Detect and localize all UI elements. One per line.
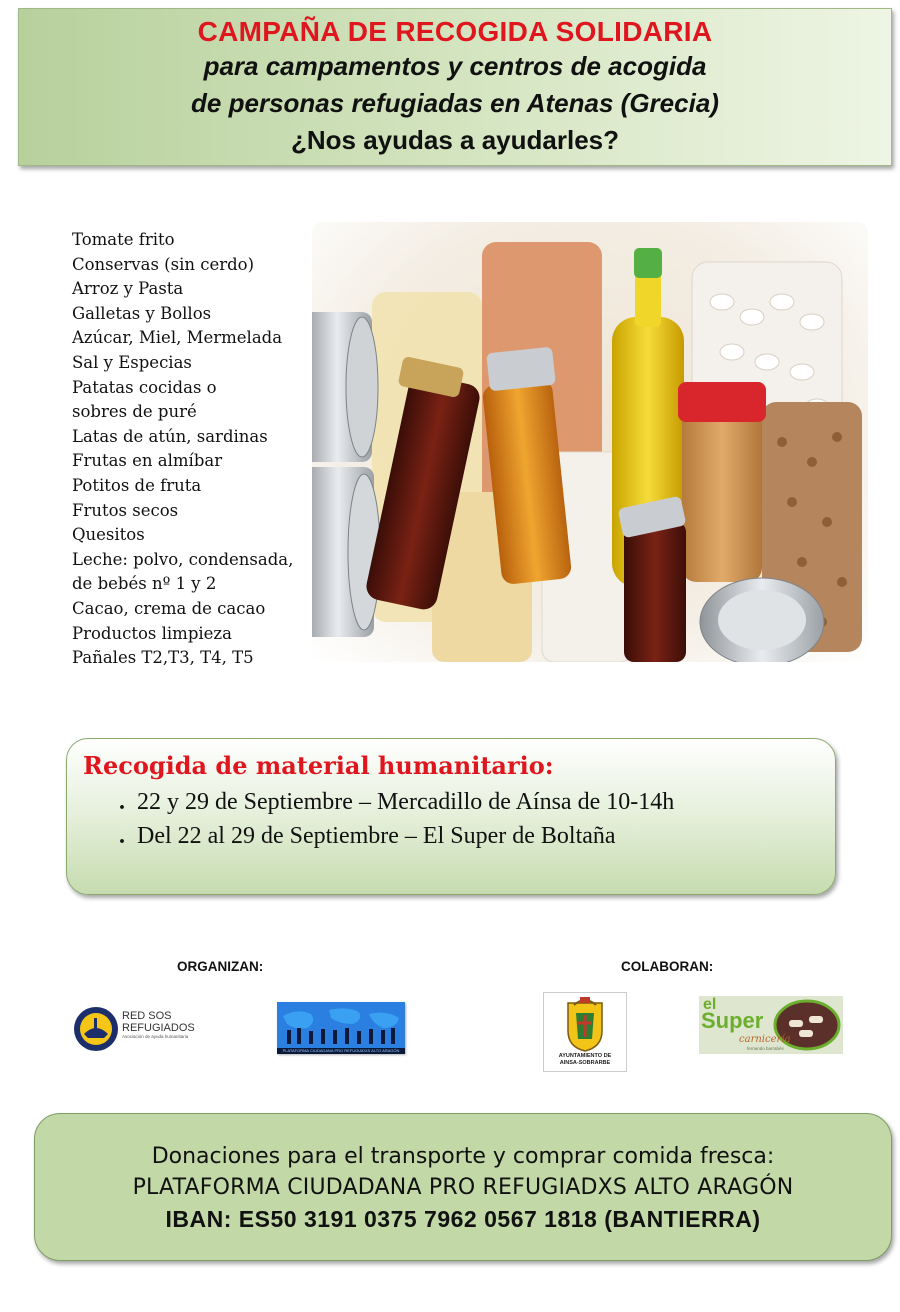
plataforma-caption: PLATAFORMA CIUDADANA PRO REFUGIADXS ALTO ARAGÓN xyxy=(277,1048,405,1054)
list-item: Frutos secos xyxy=(72,500,179,520)
list-item: Patatas cocidas o xyxy=(72,377,217,397)
list-item: Arroz y Pasta xyxy=(72,279,184,299)
list-item: Cacao, crema de cacao xyxy=(72,598,266,618)
campaign-subtitle-line2: de personas refugiadas en Atenas (Grecia) xyxy=(191,88,719,118)
ayuntamiento-name-line1: AYUNTAMIENTO DE xyxy=(558,1053,612,1059)
campaign-header xyxy=(18,8,892,166)
list-item: Conservas (sin cerdo) xyxy=(72,254,255,274)
organizers-label: ORGANIZAN: xyxy=(177,959,264,974)
red-sos-tagline: Asociación de ayuda humanitaria xyxy=(122,1034,189,1039)
campaign-title: CAMPAÑA DE RECOGIDA SOLIDARIA xyxy=(197,16,713,47)
el-super-el: el xyxy=(703,996,717,1013)
list-item: Latas de atún, sardinas xyxy=(72,426,268,446)
el-super-carniceria: carnicería xyxy=(739,1034,791,1045)
plataforma-logo xyxy=(277,1002,405,1054)
collection-line-2 xyxy=(119,823,616,850)
collection-title: Recogida de material humanitario: xyxy=(83,751,554,780)
list-item: Pañales T2,T3, T4, T5 xyxy=(72,648,254,668)
bullet-icon: . xyxy=(119,823,125,849)
collection-line-1-text: 22 y 29 de Septiembre – Mercadillo de Aínsa de 10-14h xyxy=(137,789,675,815)
items-list xyxy=(72,228,293,671)
list-item: Sal y Especias xyxy=(72,352,192,372)
list-item: Azúcar, Miel, Mermelada xyxy=(72,328,283,348)
list-item: de bebés nº 1 y 2 xyxy=(72,574,217,594)
list-item: Galletas y Bollos xyxy=(72,303,212,323)
food-photo xyxy=(312,222,868,662)
red-sos-name-line2: REFUGIADOS xyxy=(122,1022,195,1034)
collection-box xyxy=(66,738,836,895)
campaign-subtitle-line1: para campamentos y centros de acogida xyxy=(203,51,707,81)
list-item: Quesitos xyxy=(72,525,145,545)
list-item: Tomate frito xyxy=(72,230,175,249)
el-super-name: Super xyxy=(701,1008,764,1033)
el-super-logo xyxy=(699,996,843,1054)
ayuntamiento-name-line2: AINSA-SOBRARBE xyxy=(559,1060,611,1066)
donations-box xyxy=(34,1113,892,1261)
campaign-question: ¿Nos ayudas a ayudarles? xyxy=(290,125,620,155)
red-sos-refugiados-logo xyxy=(72,1004,206,1054)
donations-line-2: PLATAFORMA CIUDADANA PRO REFUGIADXS ALTO ARAGÓN xyxy=(132,1175,794,1200)
list-item: Productos limpieza xyxy=(72,623,232,643)
collaborators-label: COLABORAN: xyxy=(621,959,714,974)
collection-line-2-text: Del 22 al 29 de Septiembre – El Super de Boltaña xyxy=(137,823,616,849)
coat-of-arms-icon xyxy=(544,993,626,1053)
list-item: Potitos de fruta xyxy=(72,475,202,495)
world-map-icon xyxy=(277,1002,405,1048)
list-item: sobres de puré xyxy=(72,402,197,422)
bullet-icon: . xyxy=(119,789,125,815)
list-item: Leche: polvo, condensada, xyxy=(72,549,294,569)
donations-iban: IBAN: ES50 3191 0375 7962 0567 1818 (BANTIERRA) xyxy=(165,1206,761,1232)
list-item: Frutas en almíbar xyxy=(72,451,223,471)
red-sos-name-line1: RED SOS xyxy=(122,1010,172,1022)
el-super-owner: fernando barrabés xyxy=(747,1046,784,1051)
collection-line-1 xyxy=(119,789,674,816)
ayuntamiento-logo xyxy=(543,992,627,1072)
donations-line-1: Donaciones para el transporte y comprar comida fresca: xyxy=(151,1144,775,1169)
